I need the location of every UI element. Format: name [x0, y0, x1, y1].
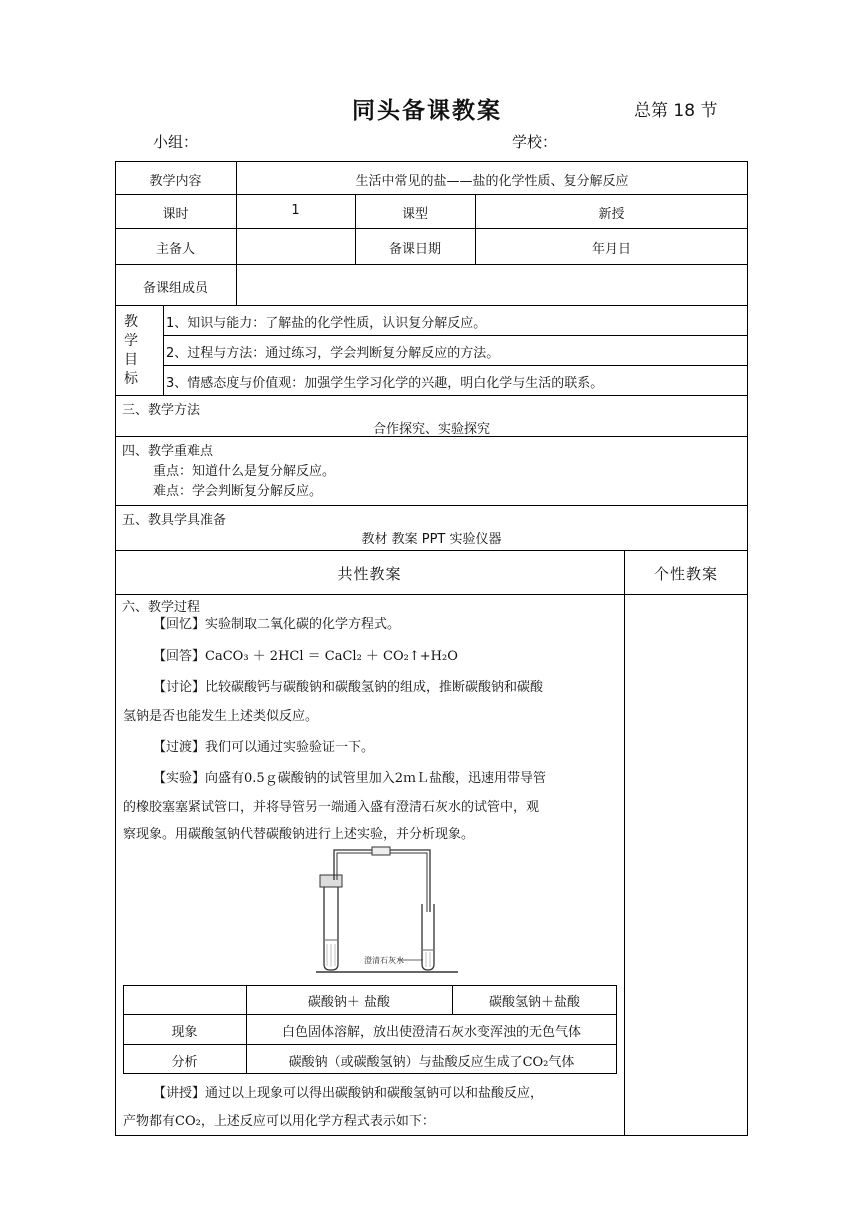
- difficulty-point: 难点：学会判断复分解反应。: [153, 484, 323, 499]
- discuss-line-2: 氢钠是否也能发生上述类似反应。: [123, 709, 319, 724]
- individual-plan-header: 个性教案: [653, 565, 718, 583]
- answer-line: 【回答】CaCO₃ ＋ 2HCl ＝ CaCl₂ ＋ CO₂↑+H₂O: [153, 649, 458, 664]
- focus-point: 重点：知道什么是复分解反应。: [153, 464, 336, 479]
- phenomenon-label: 现象: [171, 1025, 198, 1040]
- materials-heading: 五、教具学具准备: [122, 513, 227, 528]
- experiment-line-2: 的橡胶塞塞紧试管口，并将导管另一端通入盛有澄清石灰水的试管中，观: [123, 800, 540, 815]
- lesson-number: 总第 18 节: [634, 101, 718, 121]
- apparatus-figure: [312, 840, 462, 978]
- objective-item: 3、情感态度与价值观：加强学生学习化学的兴趣，明白化学与生活的联系。: [166, 376, 604, 391]
- period-value: 1: [291, 203, 300, 218]
- group-label: 小组：: [153, 133, 199, 151]
- recall-line: 【回忆】实验制取二氧化碳的化学方程式。: [153, 617, 401, 632]
- result-header-sodium-bicarbonate: 碳酸氢钠＋盐酸: [488, 995, 580, 1010]
- content-label: 教学内容: [149, 174, 202, 189]
- content-value: 生活中常见的盐——盐的化学性质、复分解反应: [355, 174, 629, 189]
- period-label: 课时: [162, 207, 189, 222]
- experiment-line-3: 察现象。用碳酸氢钠代替碳酸钠进行上述实验，并分析现象。: [123, 827, 475, 842]
- objective-item: 1、知识与能力：了解盐的化学性质，认识复分解反应。: [166, 316, 487, 331]
- preparer-label: 主备人: [155, 242, 195, 257]
- limewater-label: 澄清石灰水: [364, 956, 404, 965]
- date-label: 备课日期: [388, 242, 441, 257]
- common-plan-header: 共性教案: [337, 565, 402, 583]
- explain-line: 【讲授】通过以上现象可以得出碳酸钠和碳酸氢钠可以和盐酸反应，: [153, 1086, 544, 1101]
- members-label: 备课组成员: [142, 281, 208, 296]
- keypoints-heading: 四、教学重难点: [122, 444, 214, 459]
- type-value: 新授: [598, 207, 625, 222]
- method-value: 合作探究、实验探究: [372, 422, 490, 437]
- experiment-line: 【实验】向盛有0.5ｇ碳酸钠的试管里加入2ｍＬ盐酸，迅速用带导管: [153, 771, 546, 786]
- objectives-label: 教 学 目 标: [124, 314, 138, 387]
- analysis-value: 碳酸钠（或碳酸氢钠）与盐酸反应生成了CO₂气体: [288, 1055, 575, 1070]
- process-heading: 六、教学过程: [122, 600, 201, 615]
- date-value: 年月日: [591, 242, 631, 257]
- page-title: 同头备课教案: [352, 98, 502, 124]
- method-heading: 三、教学方法: [122, 403, 201, 418]
- school-label: 学校：: [512, 133, 558, 151]
- explain-line-2: 产物都有CO₂，上述反应可以用化学方程式表示如下：: [123, 1114, 435, 1129]
- discuss-line: 【讨论】比较碳酸钙与碳酸钠和碳酸氢钠的组成，推断碳酸钠和碳酸: [153, 680, 544, 695]
- analysis-label: 分析: [171, 1055, 198, 1070]
- transition-line: 【过渡】我们可以通过实验验证一下。: [153, 740, 375, 755]
- materials-value: 教材 教案 PPT 实验仪器: [361, 532, 502, 547]
- phenomenon-value: 白色固体溶解，放出使澄清石灰水变浑浊的无色气体: [281, 1025, 581, 1040]
- objective-item: 2、过程与方法：通过练习，学会判断复分解反应的方法。: [166, 346, 500, 361]
- type-label: 课型: [401, 207, 428, 222]
- result-header-sodium-carbonate: 碳酸钠＋ 盐酸: [307, 995, 391, 1010]
